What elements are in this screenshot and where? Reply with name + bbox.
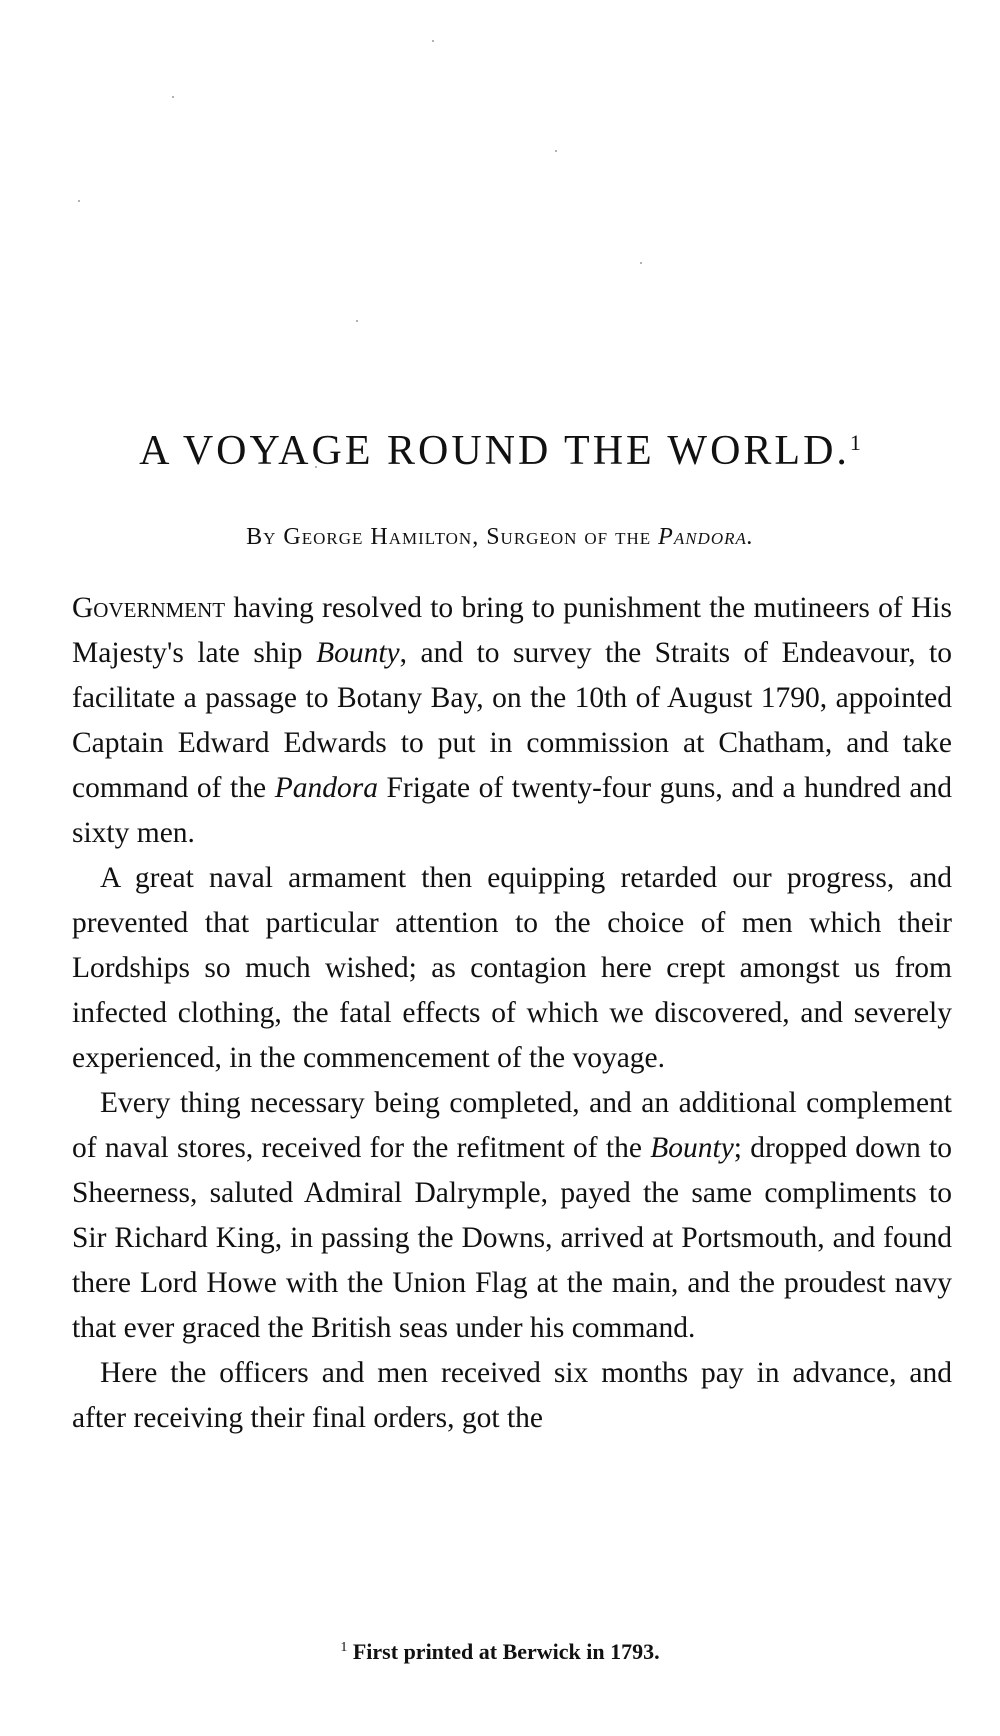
paper-speck bbox=[78, 200, 80, 202]
chapter-title bbox=[0, 418, 1000, 476]
footnote-reference: 1 bbox=[849, 430, 861, 455]
paragraph-3 bbox=[72, 1081, 952, 1351]
byline-text: By George Hamilton, Surgeon of the bbox=[246, 524, 659, 550]
paper-speck bbox=[432, 40, 434, 42]
paper-speck bbox=[356, 320, 358, 322]
paragraph-1-text-b: , and to survey the Straits of Endeavour, to facilitate a passage to Botany Bay, on the 10th of August 1790, appointed Captain Edward Edwards to put in commission at Chatham, and take command of the bbox=[72, 637, 952, 804]
paragraph-2: A great naval armament then equipping retarded our progress, and prevented that particular attention to the choice of men which their Lordships so much wished; as contagion here crept amongst us from infected clothing, the fatal effects of which we discovered, and severely experienced, in the commencement of the voyage. bbox=[72, 862, 952, 1074]
ship-name-pandora: Pandora bbox=[274, 772, 378, 804]
paragraph-3-text-a: Every thing necessary being completed, and an additional complement of naval stores, received for the refitment of the bbox=[72, 1087, 952, 1164]
ship-name-bounty: Bounty bbox=[650, 1132, 734, 1164]
paragraph-1 bbox=[72, 586, 952, 856]
ship-name-bounty: Bounty bbox=[316, 637, 400, 669]
author-byline bbox=[0, 522, 1000, 552]
paragraph-4: Here the officers and men received six months pay in advance, and after receiving their final orders, got the bbox=[72, 1357, 952, 1434]
footnote-text: First printed at Berwick in 1793. bbox=[352, 1639, 660, 1664]
paper-speck bbox=[640, 262, 642, 264]
footnote-marker: 1 bbox=[340, 1640, 348, 1655]
chapter-title-text: A VOYAGE ROUND THE WORLD. bbox=[139, 428, 850, 474]
byline-ship-name: Pandora. bbox=[658, 524, 754, 550]
paper-speck bbox=[555, 150, 557, 152]
lead-word: Government bbox=[72, 592, 226, 624]
paragraph-1-text-c: Frigate of twenty-four guns, and a hundred and sixty men. bbox=[72, 772, 952, 849]
paragraph-1-text-a: having resolved to bring to punishment the mutineers of His Majesty's late ship bbox=[72, 592, 952, 669]
body-text bbox=[72, 586, 952, 1441]
footnote bbox=[0, 1634, 1000, 1666]
paper-speck bbox=[172, 96, 174, 98]
paragraph-3-text-b: ; dropped down to Sheerness, saluted Admiral Dalrymple, payed the same compliments to Sir Richard King, in passing the Downs, arrived at Portsmouth, and found there Lord Howe with the Union Flag at the main, and the proudest navy that ever graced the British seas under his command. bbox=[72, 1132, 952, 1344]
